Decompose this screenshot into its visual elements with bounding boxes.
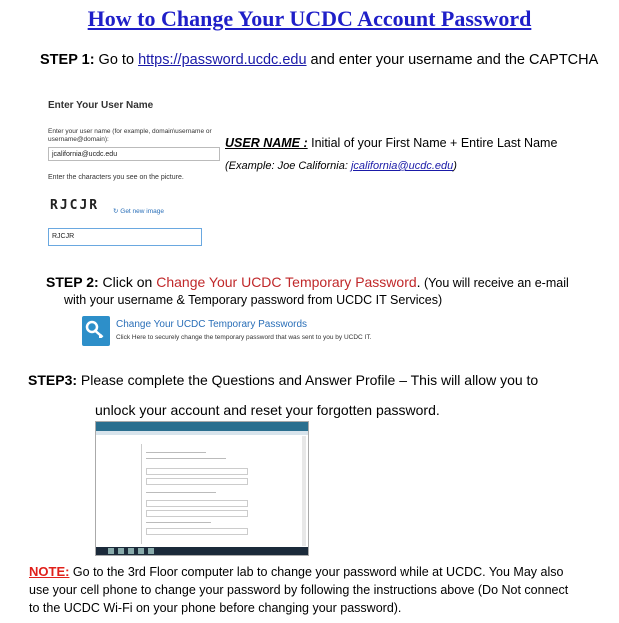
step2-note: (You will receive an e-mail (420, 276, 569, 290)
form-field (146, 500, 248, 507)
username-description: Enter your user name (for example, domain\username or username@domain): (48, 128, 212, 143)
step1-line (40, 52, 598, 68)
example-email-link[interactable]: jcalifornia@ucdc.edu (350, 160, 454, 172)
username-input[interactable]: jcalifornia@ucdc.edu (48, 147, 220, 161)
captcha-image: RJCJR (50, 198, 100, 213)
taskbar-icon (138, 548, 144, 554)
form-line (146, 458, 226, 459)
password-site-link[interactable]: https://password.ucdc.edu (138, 52, 307, 68)
step3-line1: Please complete the Questions and Answer Profile – This will allow you to (77, 372, 539, 388)
note-label: NOTE: (29, 564, 70, 579)
captcha-input[interactable]: RJCJR (48, 228, 202, 246)
form-field (146, 468, 248, 475)
username-info-text: Initial of your First Name + Entire Last Name (307, 136, 558, 150)
note-line3: to the UCDC Wi-Fi on your phone before changing your password). (29, 601, 402, 615)
form-field (146, 510, 248, 517)
key-icon (82, 316, 110, 346)
step3-line2: unlock your account and reset your forgotten password. (95, 402, 440, 418)
taskbar-icon (118, 548, 124, 554)
note-text1: Go to the 3rd Floor computer lab to change your password while at UCDC. You May also (69, 565, 564, 579)
example-prefix: (Example: Joe California: (225, 160, 351, 172)
note-line2: use your cell phone to change your password by following the instructions above (Do Not connect (29, 583, 569, 597)
form-field (146, 528, 248, 535)
form-heading: Enter Your User Name (48, 100, 154, 111)
page-title: How to Change Your UCDC Account Password (87, 6, 532, 31)
username-info (225, 136, 557, 150)
step1-text-before: Go to (94, 52, 139, 68)
get-new-image-label: Get new image (120, 208, 164, 215)
note-line1 (29, 564, 563, 579)
step1-text-after: and enter your username and the CAPTCHA (306, 52, 599, 68)
taskbar-icon (148, 548, 154, 554)
taskbar-icon (128, 548, 134, 554)
username-example (225, 160, 457, 172)
browser-toolbar (96, 422, 308, 431)
form-line (146, 492, 216, 493)
form-line (146, 452, 206, 453)
form-line (146, 522, 211, 523)
browser-tabbar (96, 431, 308, 435)
step3-label: STEP3: (28, 372, 78, 388)
step2-line (46, 274, 569, 290)
captcha-label: Enter the characters you see on the picture. (48, 174, 184, 181)
example-suffix: ) (453, 160, 457, 172)
banner-title: Change Your UCDC Temporary Passwords (116, 319, 308, 330)
refresh-icon: ↻ (113, 208, 121, 215)
step3-line (28, 372, 538, 388)
step1-label: STEP 1: (40, 52, 95, 68)
form-field (146, 478, 248, 485)
step2-text-after: . (416, 274, 421, 290)
taskbar-icon (108, 548, 114, 554)
profile-page-screenshot (95, 421, 309, 556)
temp-password-banner[interactable] (82, 316, 412, 348)
get-new-image-link[interactable] (113, 207, 164, 215)
banner-subtitle: Click Here to securely change the temporary password that was sent to you by UCDC IT. (116, 334, 372, 341)
temp-password-link[interactable]: Change Your UCDC Temporary Password (156, 274, 417, 290)
step2-line2: with your username & Temporary password from UCDC IT Services) (64, 293, 443, 307)
step2-text-before: Click on (98, 274, 157, 290)
scrollbar (302, 436, 306, 546)
username-info-label: USER NAME : (225, 136, 308, 150)
step2-label: STEP 2: (46, 274, 99, 290)
